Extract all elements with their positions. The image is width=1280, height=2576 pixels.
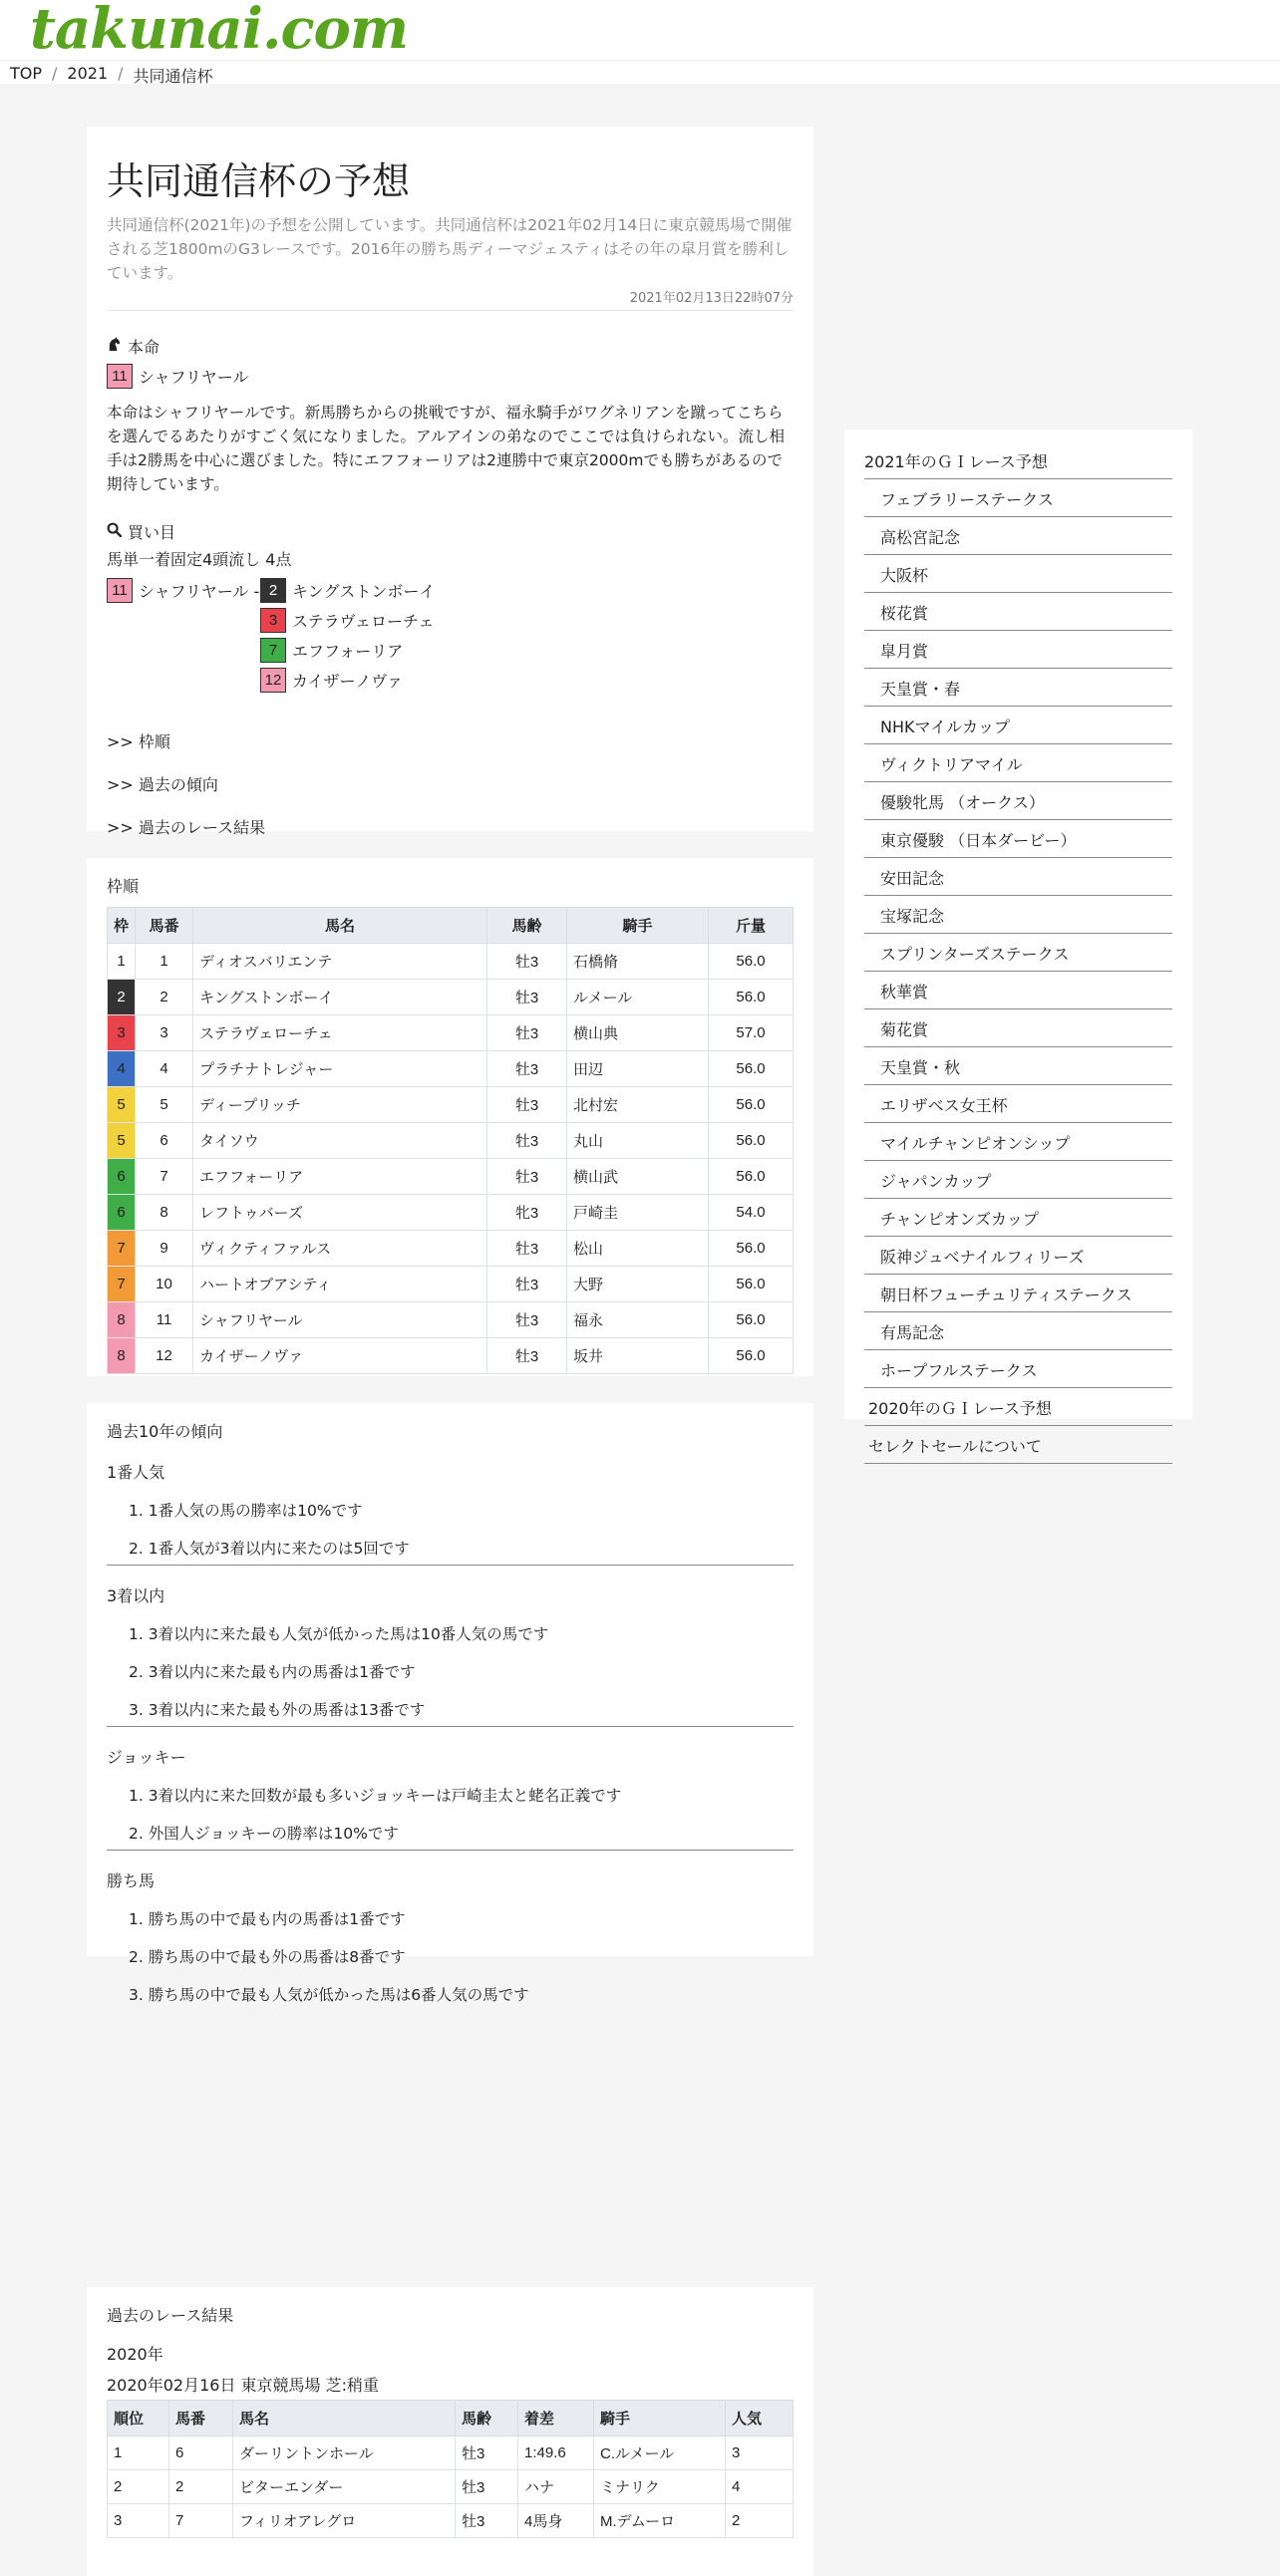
sidebar-item[interactable]: 菊花賞 [864, 1009, 1172, 1047]
jockey-cell: 横山武 [567, 1159, 709, 1195]
weight-cell: 56.0 [709, 1267, 794, 1302]
result-cell: 6 [169, 2436, 233, 2470]
list-item: 1. 3着以内に来た最も人気が低かった馬は10番人気の馬です [129, 1625, 549, 1643]
honmei-label: 本命 [128, 338, 160, 357]
horse-number-badge: 11 [107, 364, 133, 389]
column-header: 馬番 [136, 908, 193, 944]
bet-axis [107, 578, 259, 603]
sidebar-item[interactable]: 天皇賞・春 [864, 669, 1172, 707]
horse-number-cell: 5 [136, 1087, 193, 1123]
sidebar-item[interactable]: 秋華賞 [864, 972, 1172, 1009]
horse-name-cell: ディープリッチ [193, 1087, 487, 1123]
horse-age-cell: 牡3 [487, 1302, 567, 1338]
result-cell: 1:49.6 [518, 2436, 594, 2470]
sidebar-item[interactable]: 安田記念 [864, 858, 1172, 896]
weight-cell: 54.0 [709, 1195, 794, 1231]
sidebar-item[interactable]: ジャパンカップ [864, 1161, 1172, 1199]
result-cell: C.ルメール [594, 2436, 726, 2470]
weight-cell: 56.0 [709, 1338, 794, 1374]
weight-cell: 56.0 [709, 1123, 794, 1159]
list-item: 1. 1番人気の馬の勝率は10%です [129, 1502, 363, 1520]
weight-cell: 56.0 [709, 1302, 794, 1338]
sidebar-item[interactable]: 宝塚記念 [864, 896, 1172, 934]
list-item: 2. 勝ち馬の中で最も外の馬番は8番です [129, 1948, 406, 1966]
result-cell: 1 [108, 2436, 169, 2470]
list-item: 2. 外国人ジョッキーの勝率は10%です [129, 1825, 399, 1843]
trends-list [107, 1460, 794, 2005]
table-row [108, 1267, 794, 1302]
result-cell: M.デムーロ [594, 2504, 726, 2538]
horse-name-cell: ディオスバリエンテ [193, 944, 487, 980]
sidebar-item[interactable]: チャンピオンズカップ [864, 1199, 1172, 1237]
column-header: 馬名 [233, 2401, 456, 2436]
bet-type: 馬単一着固定4頭流し 4点 [107, 550, 292, 569]
horse-age-cell: 牡3 [487, 1159, 567, 1195]
results-title: 過去のレース結果 [107, 2306, 234, 2325]
table-row [108, 1231, 794, 1267]
horse-name-cell: レフトゥバーズ [193, 1195, 487, 1231]
prediction-card [87, 127, 813, 837]
trend-group [107, 1745, 794, 1851]
sidebar-heading[interactable]: 2021年のＧＩレース予想 [864, 449, 1172, 479]
trend-group-label: 勝ち馬 [107, 1871, 156, 1890]
result-cell: 2 [169, 2470, 233, 2504]
sidebar-item[interactable]: スプリンターズステークス [864, 934, 1172, 972]
column-header: 人気 [726, 2401, 794, 2436]
honmei-name: シャフリヤール [139, 368, 249, 387]
column-header: 馬名 [193, 908, 487, 944]
column-header: 馬齢 [456, 2401, 518, 2436]
frame-cell: 4 [108, 1051, 136, 1087]
sidebar-item[interactable]: 大阪杯 [864, 555, 1172, 593]
results-table [107, 2400, 794, 2538]
weight-cell: 56.0 [709, 1159, 794, 1195]
list-item: 2. 3着以内に来た最も内の馬番は1番です [129, 1663, 416, 1681]
horse-number-cell: 4 [136, 1051, 193, 1087]
sidebar-item[interactable]: 優駿牝馬 （オークス） [864, 782, 1172, 820]
page-title: 共同通信杯の予想 [107, 159, 411, 203]
table-row [108, 1195, 794, 1231]
horse-age-cell: 牝3 [487, 1195, 567, 1231]
horse-name-cell: キングストンボーイ [193, 980, 487, 1015]
column-header: 順位 [108, 2401, 169, 2436]
horse-number-cell: 11 [136, 1302, 193, 1338]
sidebar-item[interactable]: エリザベス女王杯 [864, 1085, 1172, 1123]
breadcrumb-current: 共同通信杯 [133, 67, 213, 86]
honmei-horse [107, 364, 794, 389]
link-past-results[interactable]: >> 過去のレース結果 [107, 818, 266, 837]
horse-icon [107, 337, 122, 356]
table-header-row [108, 2401, 794, 2436]
column-header: 騎手 [567, 908, 709, 944]
results-card [87, 2287, 813, 2576]
frame-cell: 8 [108, 1302, 136, 1338]
jockey-cell: 坂井 [567, 1338, 709, 1374]
frame-order-rows [108, 944, 794, 1374]
frame-cell: 6 [108, 1159, 136, 1195]
weight-cell: 57.0 [709, 1015, 794, 1051]
trends-card [87, 1403, 813, 2004]
column-header: 枠 [108, 908, 136, 944]
bet-partner [260, 668, 403, 693]
horse-number-cell: 12 [136, 1338, 193, 1374]
header [0, 0, 1280, 84]
bet-partner [260, 578, 435, 603]
weight-cell: 56.0 [709, 1231, 794, 1267]
list-item: 3. 3着以内に来た最も外の馬番は13番です [129, 1701, 426, 1719]
horse-number-cell: 10 [136, 1267, 193, 1302]
results-year: 2020年 [107, 2345, 163, 2364]
sidebar-item[interactable]: 天皇賞・秋 [864, 1047, 1172, 1085]
table-row [108, 2470, 794, 2504]
bet-grid [107, 578, 794, 698]
frame-cell: 6 [108, 1195, 136, 1231]
table-row [108, 944, 794, 980]
bet-partner [260, 608, 435, 633]
bet-partner-name: ステラヴェローチェ [292, 612, 435, 631]
horse-number-badge: 3 [260, 608, 286, 633]
horse-age-cell: 牡3 [487, 1267, 567, 1302]
jockey-cell: ルメール [567, 980, 709, 1015]
results-race-info: 2020年02月16日 東京競馬場 芝:稍重 [107, 2376, 380, 2395]
sidebar-item[interactable]: 朝日杯フューチュリティステークス [864, 1275, 1172, 1312]
sidebar-item[interactable]: ヴィクトリアマイル [864, 744, 1172, 782]
trend-group [107, 1868, 794, 2005]
frame-cell: 3 [108, 1015, 136, 1051]
frame-order-title: 枠順 [107, 877, 140, 896]
result-cell: 3 [108, 2504, 169, 2538]
sidebar-item[interactable]: 東京優駿 （日本ダービー） [864, 820, 1172, 858]
list-item: 2. 1番人気が3着以内に来たのは5回です [129, 1540, 410, 1558]
jockey-cell: 横山典 [567, 1015, 709, 1051]
jockey-cell: 石橋脩 [567, 944, 709, 980]
table-row [108, 1087, 794, 1123]
trend-group-label: ジョッキー [107, 1748, 186, 1767]
page-lead: 共同通信杯(2021年)の予想を公開しています。共同通信杯は2021年02月14日に東京競馬場で開催される芝1800mのG3レースです。2016年の勝ち馬ディーマジェスティはその年の皐月賞を勝利しています。 [107, 216, 793, 282]
sidebar-item[interactable]: ホープフルステークス [864, 1350, 1172, 1388]
horse-age-cell: 牡3 [487, 1338, 567, 1374]
result-cell: 牡3 [456, 2470, 518, 2504]
breadcrumb-top[interactable]: TOP [10, 64, 43, 83]
jockey-cell: 戸崎圭 [567, 1195, 709, 1231]
frame-cell: 1 [108, 944, 136, 980]
result-cell: フィリオアレグロ [233, 2504, 456, 2538]
frame-cell: 5 [108, 1123, 136, 1159]
frame-cell: 2 [108, 980, 136, 1015]
link-frame-order[interactable]: >> 枠順 [107, 732, 170, 751]
list-item: 3. 勝ち馬の中で最も人気が低かった馬は6番人気の馬です [129, 1986, 529, 2004]
frame-cell: 7 [108, 1267, 136, 1302]
jockey-cell: 丸山 [567, 1123, 709, 1159]
horse-name-cell: シャフリヤール [193, 1302, 487, 1338]
sidebar-item[interactable]: 皐月賞 [864, 631, 1172, 669]
horse-number-cell: 2 [136, 980, 193, 1015]
jockey-cell: 北村宏 [567, 1087, 709, 1123]
horse-name-cell: ヴィクティファルス [193, 1231, 487, 1267]
sidebar-item[interactable]: マイルチャンピオンシップ [864, 1123, 1172, 1161]
result-cell: 牡3 [456, 2504, 518, 2538]
sidebar-item[interactable]: 阪神ジュベナイルフィリーズ [864, 1237, 1172, 1275]
results-rows [108, 2436, 794, 2538]
horse-number-cell: 1 [136, 944, 193, 980]
result-cell: ハナ [518, 2470, 594, 2504]
horse-number-badge: 11 [107, 578, 133, 603]
table-row [108, 1015, 794, 1051]
horse-name-cell: プラチナトレジャー [193, 1051, 487, 1087]
bet-partner-name: キングストンボーイ [292, 582, 436, 601]
sidebar-item[interactable]: フェブラリーステークス [864, 479, 1172, 517]
table-row [108, 980, 794, 1015]
column-header: 馬齢 [487, 908, 567, 944]
trends-title: 過去10年の傾向 [107, 1422, 223, 1441]
publish-date: 2021年02月13日22時07分 [107, 287, 794, 311]
horse-number-badge: 12 [260, 668, 286, 693]
bet-partner-name: カイザーノヴァ [292, 672, 404, 691]
horse-age-cell: 牡3 [487, 1051, 567, 1087]
table-row [108, 1123, 794, 1159]
sidebar [844, 429, 1192, 1456]
trend-group [107, 1583, 794, 1727]
sidebar-item-2020[interactable]: 2020年のＧＩレース予想 [864, 1388, 1172, 1426]
horse-number-cell: 7 [136, 1159, 193, 1195]
table-row [108, 1159, 794, 1195]
table-row [108, 2504, 794, 2538]
sidebar-list [864, 479, 1172, 1388]
result-cell: 3 [726, 2436, 794, 2470]
table-row [108, 1338, 794, 1374]
column-header: 馬番 [169, 2401, 233, 2436]
horse-number-cell: 8 [136, 1195, 193, 1231]
horse-number-cell: 9 [136, 1231, 193, 1267]
sidebar-item[interactable]: NHKマイルカップ [864, 707, 1172, 744]
table-row [108, 2436, 794, 2470]
table-row [108, 1302, 794, 1338]
link-past-trends[interactable]: >> 過去の傾向 [107, 775, 218, 794]
horse-number-badge: 2 [260, 578, 286, 603]
frame-order-card [87, 858, 813, 1376]
breadcrumb-separator: / [118, 64, 124, 83]
jockey-cell: 松山 [567, 1231, 709, 1267]
list-item: 1. 勝ち馬の中で最も内の馬番は1番です [129, 1910, 406, 1928]
breadcrumb-separator: / [52, 64, 58, 83]
result-cell: 2 [726, 2504, 794, 2538]
result-cell: ダーリントンホール [233, 2436, 456, 2470]
kaime-label: 買い目 [128, 523, 176, 542]
table-row [108, 1051, 794, 1087]
weight-cell: 56.0 [709, 1087, 794, 1123]
frame-order-table [107, 907, 794, 1374]
site-logo[interactable]: takunai.com [30, 0, 409, 62]
trend-group-label: 3着以内 [107, 1586, 165, 1605]
horse-age-cell: 牡3 [487, 944, 567, 980]
weight-cell: 56.0 [709, 1051, 794, 1087]
sidebar-item[interactable]: 有馬記念 [864, 1312, 1172, 1350]
horse-number-cell: 3 [136, 1015, 193, 1051]
honmei-heading [107, 335, 794, 358]
column-header: 騎手 [594, 2401, 726, 2436]
horse-name-cell: エフフォーリア [193, 1159, 487, 1195]
horse-age-cell: 牡3 [487, 980, 567, 1015]
result-cell: 4 [726, 2470, 794, 2504]
jockey-cell: 大野 [567, 1267, 709, 1302]
result-cell: 4馬身 [518, 2504, 594, 2538]
horse-name-cell: カイザーノヴァ [193, 1338, 487, 1374]
column-header: 着差 [518, 2401, 594, 2436]
breadcrumb [10, 64, 213, 87]
horse-age-cell: 牡3 [487, 1231, 567, 1267]
kaime-heading [107, 520, 794, 543]
breadcrumb-year[interactable]: 2021 [67, 64, 109, 83]
horse-name-cell: ステラヴェローチェ [193, 1015, 487, 1051]
horse-age-cell: 牡3 [487, 1015, 567, 1051]
horse-age-cell: 牡3 [487, 1087, 567, 1123]
column-header: 斤量 [709, 908, 794, 944]
horse-name-cell: タイソウ [193, 1123, 487, 1159]
result-cell: ミナリク [594, 2470, 726, 2504]
weight-cell: 56.0 [709, 944, 794, 980]
frame-cell: 7 [108, 1231, 136, 1267]
horse-age-cell: 牡3 [487, 1123, 567, 1159]
table-header-row [108, 908, 794, 944]
result-cell: 7 [169, 2504, 233, 2538]
frame-cell: 8 [108, 1338, 136, 1374]
frame-cell: 5 [108, 1087, 136, 1123]
result-cell: 牡3 [456, 2436, 518, 2470]
honmei-comment: 本命はシャフリヤールです。新馬勝ちからの挑戦ですが、福永騎手がワグネリアンを蹴ってこちらを選んでるあたりがすごく気になりました。アルアインの弟なのでここでは負けられない。流し相手は2勝馬を中心に選びました。特にエフフォーリアは2連勝中で東京2000mでも勝ちがあるので期待しています。 [107, 404, 785, 493]
bet-partner-name: エフフォーリア [292, 642, 404, 661]
sidebar-item[interactable]: 桜花賞 [864, 593, 1172, 631]
bet-partner [260, 638, 403, 663]
weight-cell: 56.0 [709, 980, 794, 1015]
result-cell: 2 [108, 2470, 169, 2504]
header-divider [0, 60, 1280, 61]
horse-number-badge: 7 [260, 638, 286, 663]
result-cell: ビターエンダー [233, 2470, 456, 2504]
horse-number-cell: 6 [136, 1123, 193, 1159]
jockey-cell: 田辺 [567, 1051, 709, 1087]
list-item: 1. 3着以内に来た回数が最も多いジョッキーは戸崎圭太と蛯名正義です [129, 1787, 622, 1805]
jockey-cell: 福永 [567, 1302, 709, 1338]
trend-group-label: 1番人気 [107, 1463, 165, 1482]
horse-name-cell: ハートオブアシティ [193, 1267, 487, 1302]
sidebar-item[interactable]: 高松宮記念 [864, 517, 1172, 555]
sidebar-item-select-sale[interactable]: セレクトセールについて [864, 1426, 1172, 1464]
bet-axis-name: シャフリヤール - [139, 582, 260, 601]
trend-group [107, 1460, 794, 1566]
search-icon [107, 522, 122, 541]
